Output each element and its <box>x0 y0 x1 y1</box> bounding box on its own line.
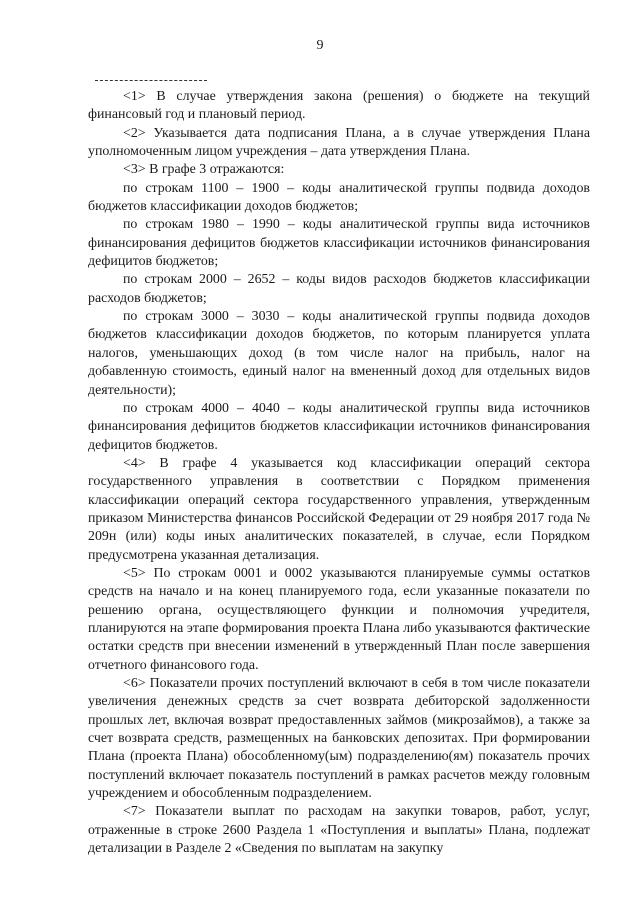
footnote-3-item: по строкам 4000 – 4040 – коды аналитической группы вида источников финансирования дефицитов бюджетов классификации источников финансирования дефицитов бюджетов. <box>88 400 590 453</box>
footnote-4: <4> В графе 4 указывается код классификации операций сектора государственного управления в соответствии с Порядком применения классификации операций сектора государственного управления, утвержденным приказом Министерства финансов Российской Федерации от 29 ноября 2017 года № 209н (или) коды иных аналитических показателей, в случае, если Порядком предусмотрена указанная детализация. <box>88 455 590 563</box>
footnote-3-item: по строкам 1100 – 1900 – коды аналитической группы подвида доходов бюджетов классификации доходов бюджетов; <box>88 180 590 215</box>
page-number: 9 <box>316 38 324 53</box>
footnote-7: <7> Показатели выплат по расходам на закупки товаров, работ, услуг, отраженные в строке 2600 Раздела 1 «Поступления и выплаты» Плана, подлежат детализации в Разделе 2 «Сведения по выплатам на закупку <box>88 804 590 857</box>
footnote-3-item: по строкам 2000 – 2652 – коды видов расходов бюджетов классификации расходов бюджетов; <box>88 272 590 306</box>
footnote-3-item: по строкам 1980 – 1990 – коды аналитической группы вида источников финансирования дефицитов бюджетов классификации источников финансирования дефицитов бюджетов; <box>88 217 590 270</box>
footnote-1: <1> В случае утверждения закона (решения) о бюджете на текущий финансовый год и плановый период. <box>88 89 590 123</box>
footnote-5: <5> По строкам 0001 и 0002 указываются планируемые суммы остатков средств на начало и на конец планируемого года, если указанные показатели по решению органа, осуществляющего функции и полномочия учредителя, планируются на этапе формирования проекта Плана либо указываются фактические остатки средств при внесении изменений в утвержденный План после завершения отчетного финансового года. <box>88 565 590 673</box>
footnote-6: <6> Показатели прочих поступлений включают в себя в том числе показатели увеличения денежных средств за счет возврата дебиторской задолженности прошлых лет, включая возврат предоставленных займов (микрозаймов), а также за счет возврата средств, размещенных на банковских депозитах. При формировании Плана (проекта Плана) обособленному(ым) подразделению(ям) показатель прочих поступлений включает показатель поступлений в рамках расчетов между головным учреждением и обособленным подразделением. <box>88 676 590 802</box>
footnote-separator <box>95 80 207 81</box>
footnotes <box>88 88 590 858</box>
footnote-3-item: по строкам 3000 – 3030 – коды аналитической группы подвида доходов бюджетов классификации доходов бюджетов, по которым планируется уплата налогов, уменьшающих доход (в том числе налог на прибыль, налог на добавленную стоимость, единый налог на вмененный доход для отдельных видов деятельности); <box>88 309 590 398</box>
footnote-2: <2> Указывается дата подписания Плана, а в случае утверждения Плана уполномоченным лицом учреждения – дата утверждения Плана. <box>88 125 590 160</box>
footnote-3: <3> В графе 3 отражаются: <box>123 162 285 178</box>
